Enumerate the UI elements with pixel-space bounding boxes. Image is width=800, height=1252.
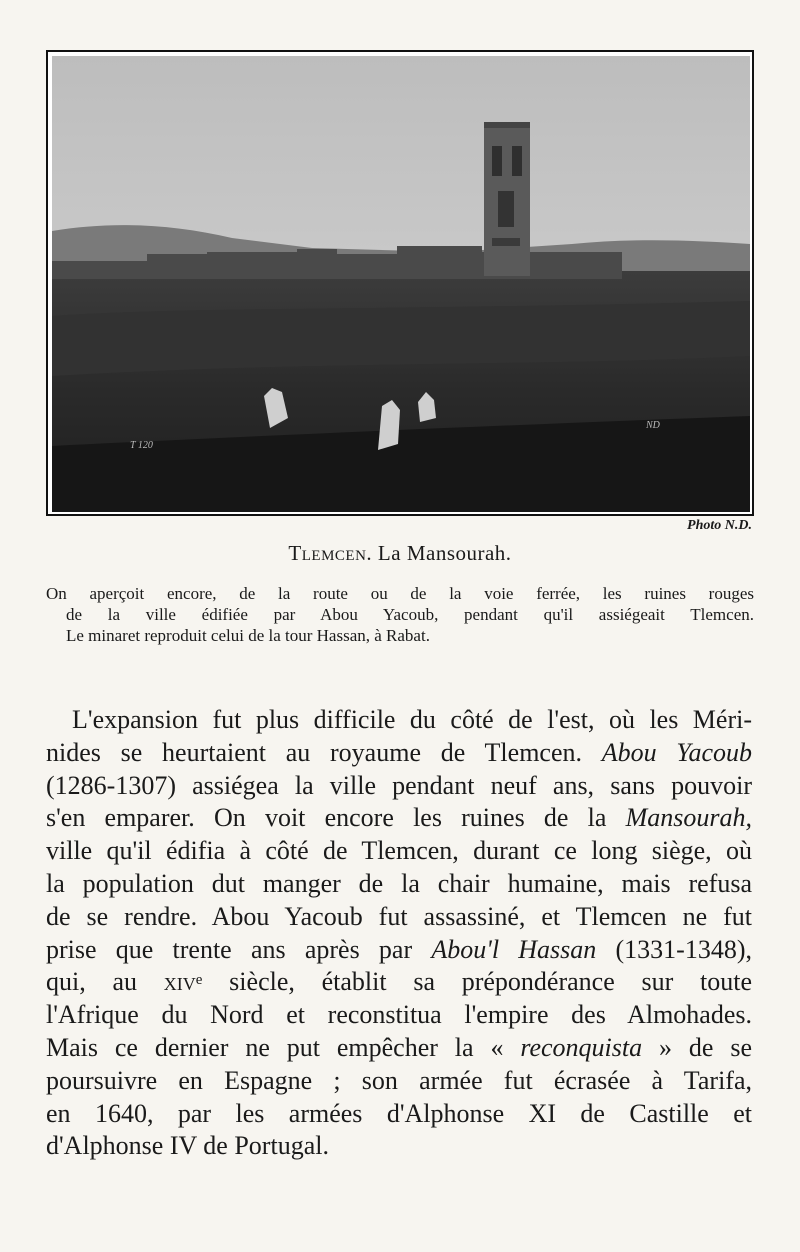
caption-line: de la ville édifiée par Abou Yacoub, pendant qu'il assiégeait Tlemcen. xyxy=(66,605,754,624)
body-line: poursuivre en Espagne ; son armée fut écrasée à Tarifa, xyxy=(46,1065,752,1095)
photo-credit: Photo N.D. xyxy=(687,518,752,533)
body-line: qui, au xiv$^e$ siècle, établit sa prépondérance sur toute xyxy=(46,967,753,997)
term-reconquista: reconquista xyxy=(520,1032,643,1062)
plate-mark-right: ND xyxy=(646,420,660,431)
name-abou-yacoub: Abou Yacoub xyxy=(601,737,752,767)
body-line: nides se heurtaient au royaume de Tlemcen. Abou Yacoub xyxy=(46,737,752,767)
caption-line: Le minaret reproduit celui de la tour Hassan, à Rabat. xyxy=(66,626,430,645)
century-superscript: e xyxy=(195,972,203,989)
plate-mark-left: T 120 xyxy=(130,440,153,451)
body-line: la population dut manger de la chair humaine, mais refusa xyxy=(46,868,752,898)
body-line: l'Afrique du Nord et reconstitua l'empire des Almohades. xyxy=(46,1000,752,1030)
photograph xyxy=(46,50,754,516)
century-numeral: xiv xyxy=(163,967,196,997)
caption-subject: La Mansourah. xyxy=(372,541,512,565)
caption-text xyxy=(46,583,754,646)
body-line: Mais ce dernier ne put empêcher la « reconquista » de se xyxy=(46,1032,752,1062)
caption-title xyxy=(0,541,800,566)
mansourah-ruins-photo xyxy=(52,56,750,512)
body-line: s'en emparer. On voit encore les ruines de la Mansourah, xyxy=(46,803,752,833)
body-line: (1286-1307) assiégea la ville pendant neuf ans, sans pouvoir xyxy=(46,770,752,800)
name-mansourah: Mansourah, xyxy=(625,803,752,833)
body-paragraph xyxy=(46,704,752,1163)
name-aboul-hassan: Abou'l Hassan xyxy=(431,934,597,964)
body-line: de se rendre. Abou Yacoub fut assassiné, et Tlemcen ne fut xyxy=(46,901,752,931)
body-line: en 1640, par les armées d'Alphonse XI de Castille et xyxy=(46,1098,752,1128)
body-line: prise que trente ans après par Abou'l Hassan (1331-1348), xyxy=(46,934,753,964)
caption-line: On aperçoit encore, de la route ou de la voie ferrée, les ruines rouges xyxy=(46,584,754,603)
body-line: d'Alphonse IV de Portugal. xyxy=(46,1131,329,1161)
caption-place: Tlemcen. xyxy=(288,541,373,565)
body-line: L'expansion fut plus difficile du côté de l'est, où les Méri- xyxy=(72,705,752,734)
minaret-tower xyxy=(484,122,530,276)
body-line: ville qu'il édifia à côté de Tlemcen, durant ce long siège, où xyxy=(46,836,752,866)
